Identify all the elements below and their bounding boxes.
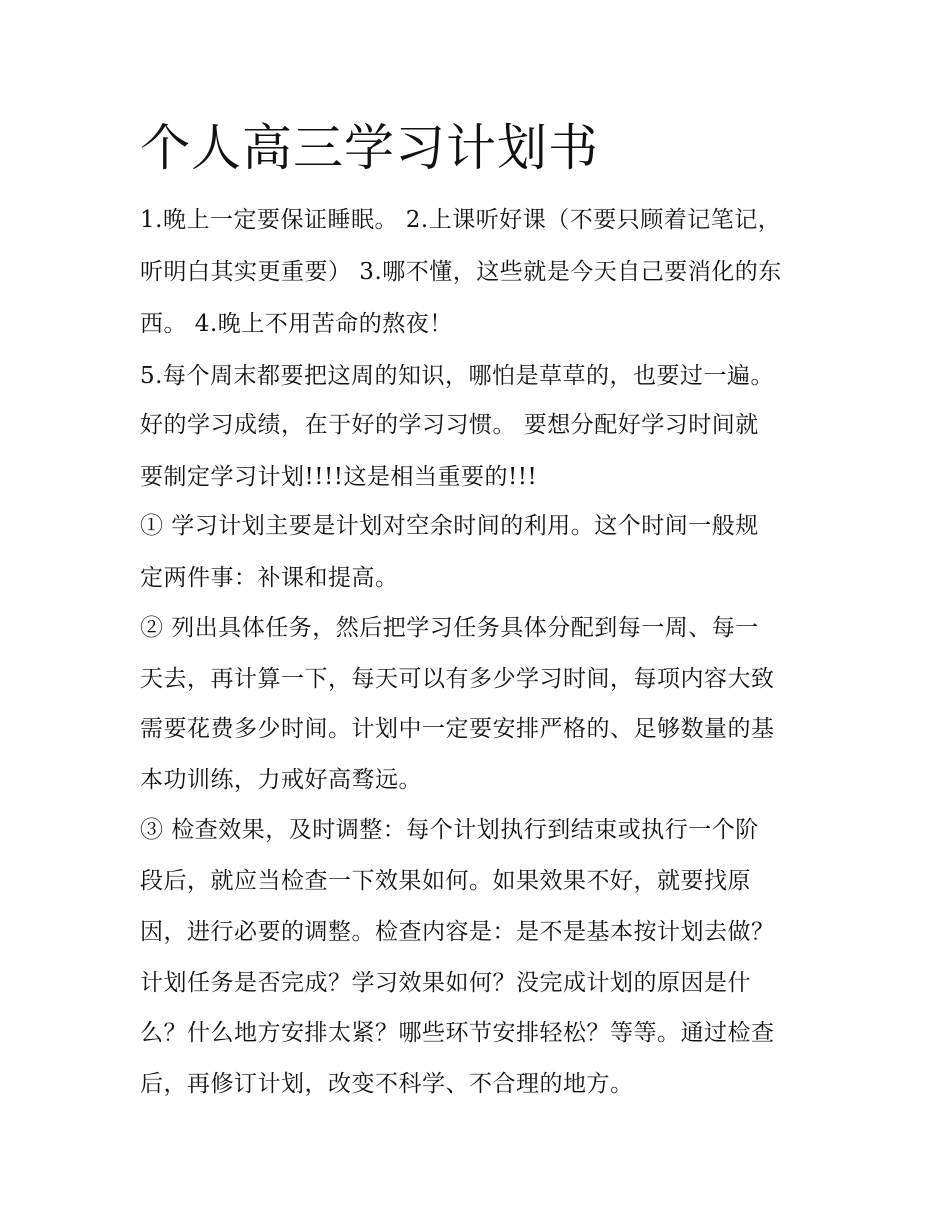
page-title: 个人高三学习计划书 bbox=[140, 119, 599, 177]
text-line: 因，进行必要的调整。检查内容是：是不是基本按计划去做？ bbox=[140, 919, 775, 945]
text-line: ③ 检查效果，及时调整：每个计划执行到结束或执行一个阶 bbox=[140, 817, 759, 843]
text-line: 后，再修订计划，改变不科学、不合理的地方。 bbox=[140, 1071, 634, 1097]
text-line: 西。 4.晚上不用苦命的熬夜！ bbox=[140, 311, 453, 337]
text-line: ② 列出具体任务，然后把学习任务具体分配到每一周、每一 bbox=[140, 615, 759, 641]
text-line: 天去，再计算一下，每天可以有多少学习时间，每项内容大致 bbox=[140, 666, 775, 692]
text-line: 计划任务是否完成？学习效果如何？没完成计划的原因是什 bbox=[140, 970, 751, 996]
text-line: 听明白其实更重要） 3.哪不懂，这些就是今天自己要消化的东 bbox=[140, 259, 782, 285]
text-line: 1.晚上一定要保证睡眠。 2.上课听好课（不要只顾着记笔记， bbox=[140, 207, 782, 233]
text-line: 要制定学习计划!!!!这是相当重要的!!! bbox=[140, 464, 538, 490]
text-line: ① 学习计划主要是计划对空余时间的利用。这个时间一般规 bbox=[140, 513, 759, 539]
text-line: 段后，就应当检查一下效果如何。如果效果不好，就要找原 bbox=[140, 868, 751, 894]
text-line: 本功训练，力戒好高骛远。 bbox=[140, 767, 422, 793]
text-line: 好的学习成绩，在于好的学习习惯。 要想分配好学习时间就 bbox=[140, 412, 759, 438]
text-line: 5.每个周末都要把这周的知识，哪怕是草草的，也要过一遍。 bbox=[140, 363, 774, 389]
text-line: 需要花费多少时间。计划中一定要安排严格的、足够数量的基 bbox=[140, 716, 775, 742]
text-line: 定两件事：补课和提高。 bbox=[140, 565, 399, 591]
text-line: 么？什么地方安排太紧？哪些环节安排轻松？等等。通过检查 bbox=[140, 1020, 775, 1046]
